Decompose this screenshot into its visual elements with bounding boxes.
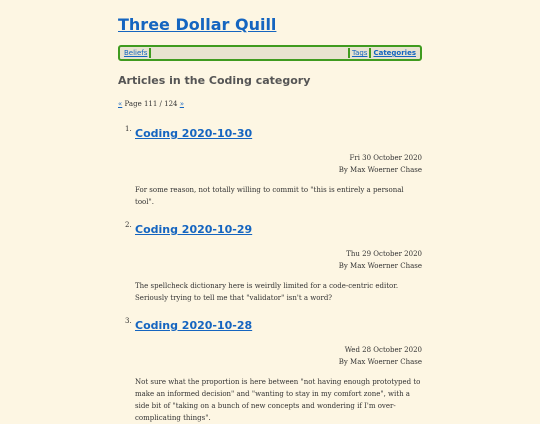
article-author: By Max Woerner Chase [338, 262, 422, 270]
prev-page-link[interactable]: « [118, 100, 123, 108]
article-meta [135, 248, 422, 272]
article-number: 1. [125, 125, 132, 133]
nav-bar [118, 45, 422, 61]
article-summary: For some reason, not totally willing to commit to "this is entirely a personal tool". [135, 186, 404, 206]
site-title-link[interactable]: Three Dollar Quill [118, 15, 277, 34]
page-container [118, 0, 422, 424]
article-item [125, 122, 422, 208]
article-summary: Not sure what the proportion is here between "not having enough prototyped to make an informed decision" and "wanting to stay in my comfort zone", with a side bit of "taking on a bunch of new concepts and wondering if I'm over-complicating things". [135, 378, 421, 422]
article-summary: The spellcheck dictionary here is weirdly limited for a code-centric editor. Seriously trying to tell me that "validator" isn't a word? [135, 282, 399, 302]
article-number: 3. [125, 317, 132, 325]
article-list [118, 122, 422, 424]
article-title-link[interactable]: Coding 2020-10-29 [135, 223, 253, 236]
article-item [125, 314, 422, 424]
article-title-link[interactable]: Coding 2020-10-30 [135, 127, 253, 140]
article-meta [135, 344, 422, 368]
article-author: By Max Woerner Chase [338, 358, 422, 366]
article-meta [135, 152, 422, 176]
category-heading: Articles in the Coding category [118, 74, 311, 87]
nav-divider [149, 48, 151, 58]
nav-tags-link[interactable]: Tags [351, 49, 368, 57]
article-date: Thu 29 October 2020 [346, 250, 422, 258]
article-date: Fri 30 October 2020 [349, 154, 422, 162]
article-author: By Max Woerner Chase [338, 166, 422, 174]
article-date: Wed 28 October 2020 [344, 346, 422, 354]
pagination [118, 100, 422, 109]
nav-categories-link[interactable]: Categories [373, 49, 416, 57]
next-page-link[interactable]: » [179, 100, 185, 108]
article-number: 2. [125, 221, 132, 229]
page-indicator: Page 111 / 124 [124, 100, 178, 108]
nav-beliefs-link[interactable]: Beliefs [124, 49, 148, 57]
article-item [125, 218, 422, 304]
article-title-link[interactable]: Coding 2020-10-28 [135, 319, 253, 332]
